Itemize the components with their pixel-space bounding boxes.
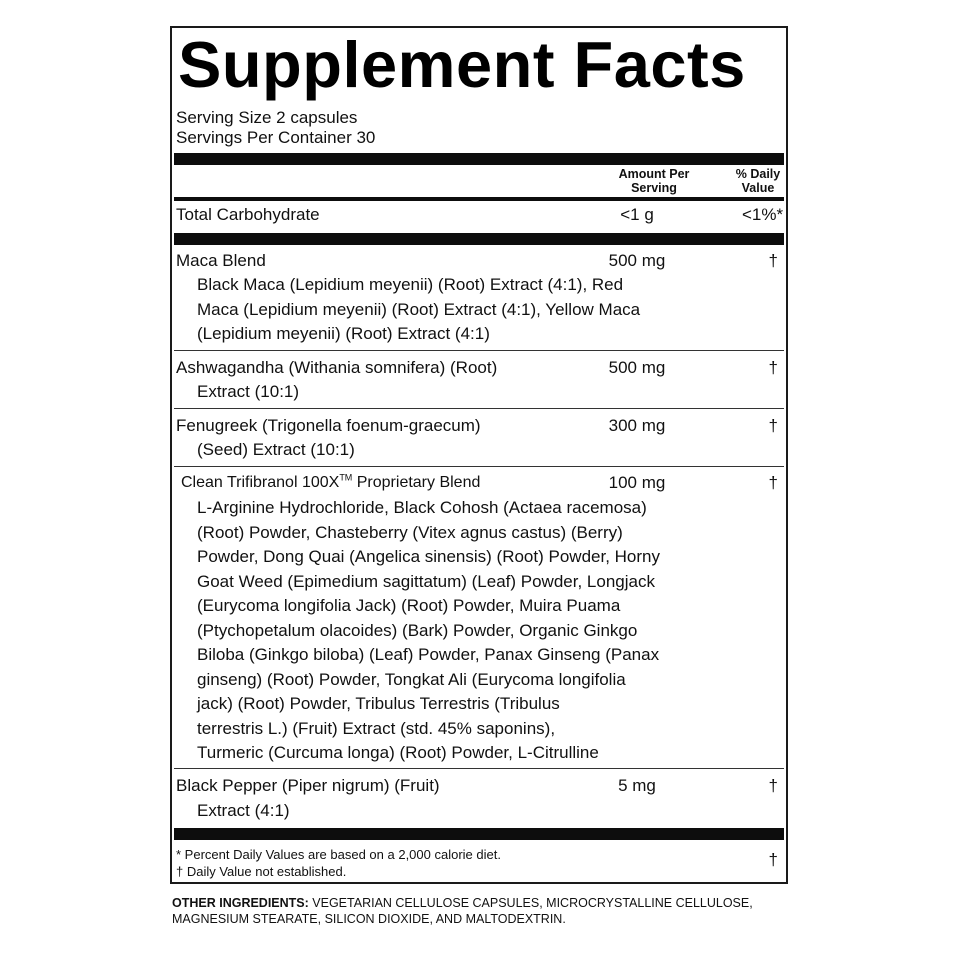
row-fenugreek-dv: † (768, 416, 778, 435)
row-proprietary-blend-amount: 100 mg (608, 473, 666, 492)
thick-divider-top (174, 153, 784, 165)
proprietary-blend-suffix: Proprietary Blend (352, 474, 481, 491)
column-header-daily-value: % Daily Value (735, 167, 781, 195)
row-black-pepper-name: Black Pepper (Piper nigrum) (Fruit) (176, 776, 440, 795)
row-black-pepper-amount: 5 mg (618, 776, 656, 795)
row-maca-blend-name: Maca Blend (176, 251, 266, 270)
row-maca-blend-ingredients: Black Maca (Lepidium meyenii) (Root) Extract (4:1), Red Maca (Lepidium meyenii) (Root) Extract (4:1), Yellow Maca (Lepidium meyenii) (Root) Extract (4:1) (197, 275, 641, 343)
row-proprietary-blend-name (181, 471, 480, 496)
proprietary-blend-label: Clean Trifibranol 100X (181, 474, 340, 491)
thin-divider (174, 408, 784, 409)
supplement-facts-panel (170, 26, 788, 884)
row-ashwagandha-amount: 500 mg (608, 358, 666, 377)
column-header-amount: Amount Per Serving (618, 167, 690, 195)
thin-divider (174, 466, 784, 467)
row-total-carbohydrate-amount: <1 g (620, 205, 654, 224)
thin-divider (174, 768, 784, 769)
other-ingredients (172, 895, 792, 927)
panel-title: Supplement Facts (178, 28, 746, 101)
footnote-dagger-mark: † (768, 850, 778, 869)
row-black-pepper-detail: Extract (4:1) (197, 801, 290, 820)
other-ingredients-text: VEGETARIAN CELLULOSE CAPSULES, MICROCRYSTALLINE CELLULOSE, MAGNESIUM STEARATE, SILICON DIOXIDE, AND MALTODEXTRIN. (172, 896, 753, 926)
footnote-percent-daily-values: * Percent Daily Values are based on a 2,000 calorie diet. (176, 847, 501, 862)
row-ashwagandha-dv: † (768, 358, 778, 377)
thin-divider (174, 350, 784, 351)
row-fenugreek-name: Fenugreek (Trigonella foenum-graecum) (176, 416, 481, 435)
servings-per-container: Servings Per Container 30 (176, 128, 376, 147)
other-ingredients-label: OTHER INGREDIENTS: (172, 896, 309, 910)
row-total-carbohydrate-dv: <1%* (742, 205, 784, 224)
row-fenugreek-amount: 300 mg (608, 416, 666, 435)
row-ashwagandha-name: Ashwagandha (Withania somnifera) (Root) (176, 358, 498, 377)
row-proprietary-blend-dv: † (768, 473, 778, 492)
medium-divider (174, 197, 784, 201)
row-total-carbohydrate-name: Total Carbohydrate (176, 205, 320, 224)
row-proprietary-blend-ingredients: L-Arginine Hydrochloride, Black Cohosh (Actaea racemosa) (Root) Powder, Chasteberry (Vitex agnus castus) (Berry) Powder, Dong Quai (Angelica sinensis) (Root) Powder, Horny Goat Weed (Epimedium sagittatum) (Leaf) Powder, Longjack (Eurycoma longifolia Jack) (Root) Powder, Muira Puama (Ptychopetalum olacoides) (Bark) Powder, Organic Ginkgo Biloba (Ginkgo biloba) (Leaf) Powder, Panax Ginseng (Panax ginseng) (Root) Powder, Tongkat Ali (Eurycoma longifolia jack) (Root) Powder, Tribulus Terrestris (Tribulus terrestris L.) (Fruit) Extract (std. 45% saponins), Turmeric (Curcuma longa) (Root) Powder, L-Citrulline (197, 498, 660, 762)
row-fenugreek-detail: (Seed) Extract (10:1) (197, 440, 355, 459)
row-maca-blend-dv: † (768, 251, 778, 270)
footnote-daily-value-not-established: † Daily Value not established. (176, 864, 347, 879)
thick-divider-bottom (174, 828, 784, 840)
thick-divider-middle (174, 233, 784, 245)
row-ashwagandha-detail: Extract (10:1) (197, 382, 300, 401)
row-black-pepper-dv: † (768, 776, 778, 795)
serving-size: Serving Size 2 capsules (176, 108, 358, 127)
row-maca-blend-amount: 500 mg (608, 251, 666, 270)
trademark-mark: TM (339, 472, 353, 483)
